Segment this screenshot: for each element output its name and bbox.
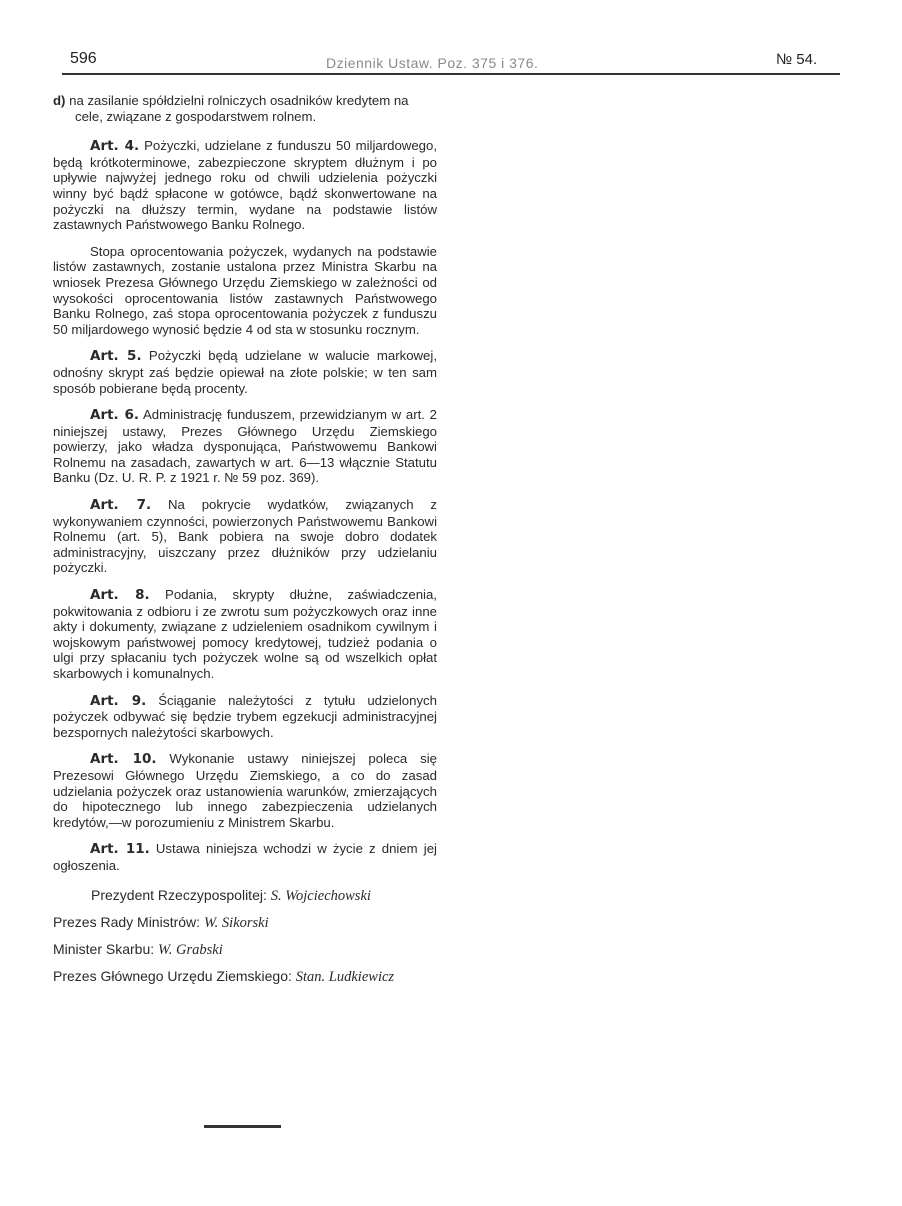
article-label: Art. 7. [90, 497, 152, 514]
signature-role: Prezes Rady Ministrów: [53, 913, 201, 930]
signature-role: Minister Skarbu: [53, 940, 155, 957]
signature-name: Stan. Ludkiewicz [295, 968, 395, 985]
item-text: na zasilanie spółdzielni rolniczych osadników kredytem na cele, związane z gospodarstwem rolnem. [69, 93, 409, 124]
signature-name: S. Wojciechowski [270, 887, 371, 904]
signature-president [53, 885, 437, 906]
signature-land-office-president [53, 966, 437, 987]
article-label: Art. 8. [90, 587, 150, 604]
closing-rule [204, 1125, 281, 1128]
article-11 [53, 841, 437, 873]
article-text: Na pokrycie wydatków, związanych z wykonywaniem czynności, powierzonych Państwowemu Bankowi Rolnemu (art. 5), Bank pobiera na swoje dobro dodatek administracyjny, uiszczany przez dłużników przy udzielaniu pożyczki. [53, 497, 437, 576]
journal-title: Dziennik Ustaw. Poz. 375 i 376. [326, 55, 539, 71]
article-10 [53, 751, 437, 830]
article-text: Wykonanie ustawy niniejszej poleca się Prezesowi Głównego Urzędu Ziemskiego, a co do zasad udzielania pożyczek oraz ustanowienia warunków, zmierzających do hipotecznego lub innego zabezpieczenia udzielanych kredytów,—w porozumieniu z Ministrem Skarbu. [53, 751, 437, 830]
page-header [0, 0, 902, 80]
article-4 [53, 138, 437, 233]
article-label: Art. 5. [90, 348, 142, 365]
document-body [53, 93, 437, 993]
article-text: Podania, skrypty dłużne, zaświadczenia, pokwitowania z odbioru i ze zwrotu sum pożyczkowych oraz inne akty i dokumenty, związane z udzieleniem osadnikom cywilnym i wojskowym państwowej pomocy kredytowej, tudzież podania o ulgi przy spłacaniu tych pożyczek wolne są od wszelkich opłat skarbowych i komunalnych. [53, 587, 437, 681]
article-5 [53, 348, 437, 396]
article-7 [53, 497, 437, 576]
signature-name: W. Sikorski [203, 914, 269, 931]
article-text: Administrację funduszem, przewidzianym w art. 2 niniejszej ustawy, Prezes Głównego Urzędu Ziemskiego powierzy, jako władza dysponująca, Państwowemu Bankowi Rolnemu na zasadach, zawartych w art. 6—13 włącznie Statutu Banku (Dz. U. R. P. z 1921 r. № 59 poz. 369). [53, 407, 437, 486]
article-text: Pożyczki, udzielane z funduszu 50 miljardowego, będą krótkoterminowe, zabezpieczone skryptem dłużnym i po upływie najwyżej jednego roku od chwili udzielenia pożyczki winny być bądź spłacone w gotówce, bądź skonwertowane na pożyczki na dłuższy termin, wydane na podstawie listów zastawnych Państwowego Banku Rolnego. [53, 138, 437, 233]
list-item-d [53, 93, 437, 124]
signature-prime-minister [53, 912, 437, 933]
article-label: Art. 10. [90, 751, 157, 768]
article-text: Pożyczki będą udzielane w walucie markowej, odnośny skrypt zaś będzie opiewał na złote polskie; w ten sam sposób pobierane będą procenty. [53, 348, 437, 396]
article-9 [53, 693, 437, 741]
article-label: Art. 4. [90, 138, 140, 155]
article-label: Art. 6. [90, 407, 139, 424]
header-rule [62, 73, 840, 75]
article-label: Art. 11. [90, 841, 150, 858]
article-text: Ściąganie należytości z tytułu udzielonych pożyczek odbywać się będzie trybem egzekucji administracyjnej bezspornych należytości skarbowych. [53, 692, 437, 740]
article-8 [53, 587, 437, 682]
signature-treasury-minister [53, 939, 437, 960]
signature-role: Prezes Głównego Urzędu Ziemskiego: [53, 967, 292, 984]
article-4-paragraph-2 [53, 244, 437, 338]
signature-role: Prezydent Rzeczypospolitej: [91, 886, 267, 903]
signature-name: W. Grabski [158, 941, 223, 958]
page-number: 596 [70, 50, 97, 67]
article-text: Ustawa niniejsza wchodzi w życie z dniem jej ogłoszenia. [53, 841, 437, 873]
article-label: Art. 9. [90, 692, 147, 709]
issue-number: № 54. [776, 51, 818, 68]
article-6 [53, 407, 437, 486]
article-text: Stopa oprocentowania pożyczek, wydanych na podstawie listów zastawnych, zostanie ustalona przez Ministra Skarbu na wniosek Prezesa Głównego Urzędu Ziemskiego w zależności od wysokości oprocentowania listów zastawnych Państwowego Banku Rolnego, zaś stopa oprocentowania pożyczek z funduszu 50 miljardowego wynosić będzie 4 od sta w stosunku rocznym. [53, 243, 437, 337]
item-label: d) [53, 93, 66, 108]
